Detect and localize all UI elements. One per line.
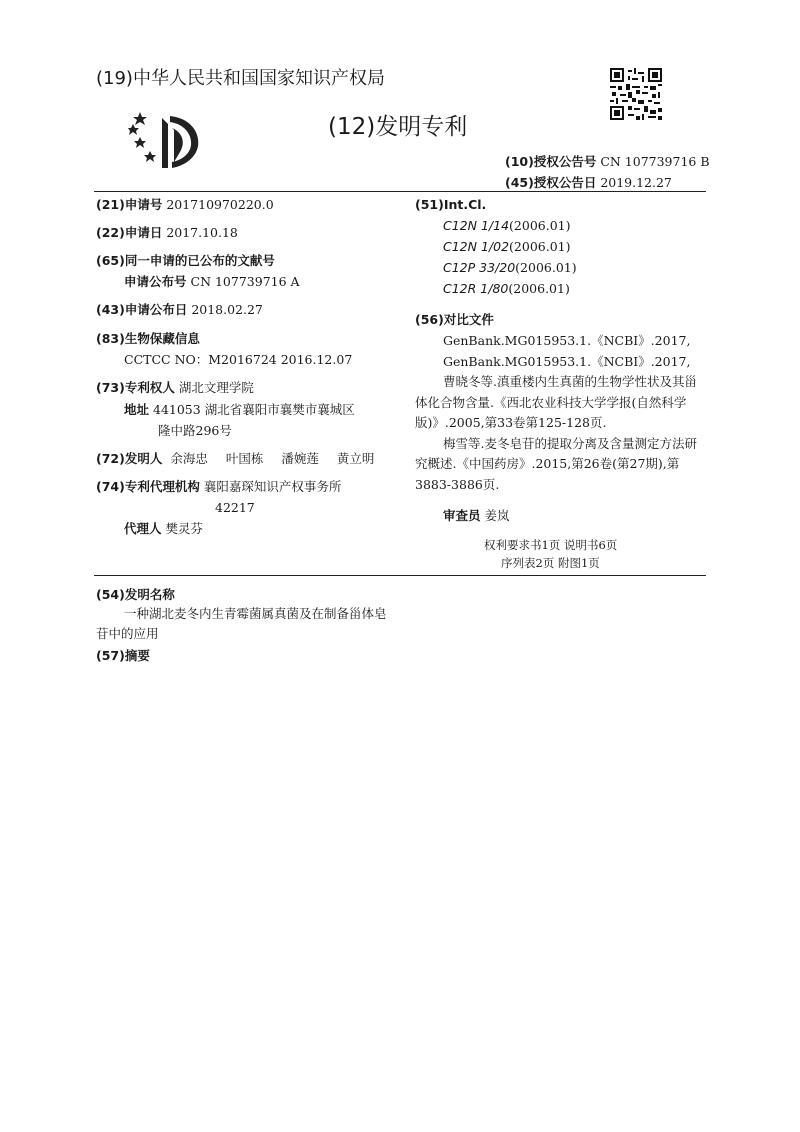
ipc-code: C12P 33/20 <box>443 260 516 275</box>
bio-label: (83)生物保藏信息 <box>96 331 200 346</box>
biological-deposit-label <box>96 329 200 349</box>
biological-deposit-info: CCTCC NO：M2016724 2016.12.07 <box>124 352 353 367</box>
invention-title <box>96 604 396 644</box>
app-no-label: (21)申请号 <box>96 197 163 212</box>
office-name: (19)中华人民共和国国家知识产权局 <box>96 68 385 89</box>
ipc-year: (2006.01) <box>508 281 570 296</box>
reference: GenBank.MG015953.1.《NCBI》.2017, <box>443 333 691 348</box>
inventors-label: (72)发明人 <box>96 451 163 466</box>
address-line2: 隆中路296号 <box>158 423 232 438</box>
ipc-entry <box>443 279 570 299</box>
page-stats-line1: 权利要求书1页 说明书6页 <box>484 538 618 552</box>
patentee-value: 湖北文理学院 <box>178 380 254 395</box>
reference: GenBank.MG015953.1.《NCBI》.2017, <box>443 353 691 369</box>
patentee-address <box>124 400 355 420</box>
patentee <box>96 378 254 398</box>
inventor: 余海忠 <box>170 451 208 466</box>
ipc-label <box>415 195 486 215</box>
publication-date <box>505 173 672 191</box>
ipc-code: C12N 1/14 <box>443 218 510 233</box>
examiner-value: 姜岚 <box>484 508 510 523</box>
office-logo <box>128 110 208 172</box>
pub-no-label: (10)授权公告号 <box>505 154 597 169</box>
prior-pub-no: CN 107739716 A <box>190 274 300 289</box>
inventor: 叶国栋 <box>225 451 264 466</box>
prior-pub-date-label: (43)申请公布日 <box>96 302 188 317</box>
pub-date-value: 2019.12.27 <box>600 175 672 190</box>
pub-no-value: CN 107739716 B <box>600 154 710 169</box>
ipc-year: (2006.01) <box>515 260 577 275</box>
prior-publication-number <box>124 272 300 292</box>
top-divider <box>94 191 706 192</box>
patentee-label: (73)专利权人 <box>96 380 175 395</box>
ipc-entry <box>443 237 570 257</box>
ipc-year: (2006.01) <box>509 239 571 254</box>
bottom-divider <box>94 575 706 576</box>
ipc-entry <box>443 216 570 236</box>
app-date-value: 2017.10.18 <box>166 225 238 240</box>
pub-date-label: (45)授权公告日 <box>505 175 597 190</box>
address-label: 地址 <box>124 402 150 417</box>
inventor: 黄立明 <box>336 451 375 466</box>
prior-publication-label <box>96 251 275 271</box>
reference: 曹晓冬等.滇重楼内生真菌的生物学性状及其甾体化合物含量.《西北农业科技大学学报(自然科学版)》.2005,第33卷第125-128页. <box>415 374 697 430</box>
agent-value: 樊灵芬 <box>165 521 204 536</box>
agency-code: 42217 <box>215 500 255 515</box>
page-stats-line2: 序列表2页 附图1页 <box>501 556 600 570</box>
prior-pub-heading: (65)同一申请的已公布的文献号 <box>96 253 275 268</box>
agent-label: 代理人 <box>124 521 162 536</box>
agency-label: (74)专利代理机构 <box>96 479 200 494</box>
publication-number <box>505 152 710 170</box>
qr-code-icon <box>610 68 662 120</box>
reference: 梅雪等.麦冬皂苷的提取分离及含量测定方法研究概述.《中国药房》.2015,第26卷(第27期),第3883-3886页. <box>415 435 697 492</box>
inventors <box>96 449 374 469</box>
application-date <box>96 223 238 243</box>
ipc-code: C12R 1/80 <box>443 281 509 296</box>
ipc-heading: (51)Int.Cl. <box>415 197 487 212</box>
prior-pub-sub-label: 申请公布号 <box>124 274 187 289</box>
refs-heading: (56)对比文件 <box>415 312 494 327</box>
references-list <box>415 331 705 495</box>
abstract-label: (57)摘要 <box>96 648 150 663</box>
references-label <box>415 310 494 330</box>
examiner-label: 审查员 <box>443 508 481 523</box>
invention-title-text: 一种湖北麦冬内生青霉菌属真菌及在制备甾体皂苷中的应用 <box>96 606 387 641</box>
ipc-entry <box>443 258 577 278</box>
address-line1: 441053 湖北省襄阳市襄樊市襄城区 <box>153 402 355 417</box>
examiner <box>443 506 510 526</box>
ipc-year: (2006.01) <box>509 218 571 233</box>
app-no-value: 201710970220.0 <box>166 197 274 212</box>
agency-value: 襄阳嘉琛知识产权事务所 <box>203 479 342 494</box>
document-type: (12)发明专利 <box>328 114 468 140</box>
agent <box>124 519 203 539</box>
abstract-label-cutoff <box>96 642 186 663</box>
application-number <box>96 195 274 215</box>
ipc-code: C12N 1/02 <box>443 239 510 254</box>
prior-publication-date <box>96 300 263 320</box>
prior-pub-date-value: 2018.02.27 <box>191 302 263 317</box>
invention-title-label: (54)发明名称 <box>96 587 175 602</box>
patent-agency <box>96 477 341 497</box>
inventor: 潘婉莲 <box>281 451 319 466</box>
app-date-label: (22)申请日 <box>96 225 163 240</box>
